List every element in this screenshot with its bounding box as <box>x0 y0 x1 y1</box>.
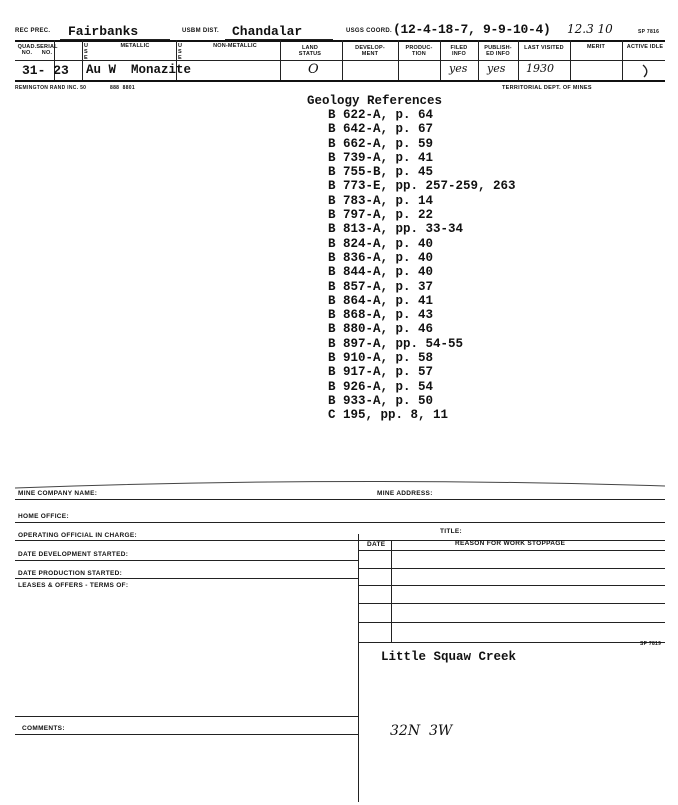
usbm-dist-value: Chandalar <box>232 24 303 39</box>
col-last-visited: LAST VISITED <box>524 45 564 51</box>
rule-home-office <box>15 522 665 523</box>
col-land-status: LAND STATUS <box>298 45 322 57</box>
geology-reference: B 933-A, p. 50 <box>328 393 434 408</box>
col-metallic: METALLIC <box>120 43 150 49</box>
geology-reference: B 836-A, p. 40 <box>328 250 434 265</box>
leases-offers-label: LEASES & OFFERS - TERMS OF: <box>18 582 129 589</box>
mine-address-label: MINE ADDRESS: <box>377 490 433 497</box>
date-development-started-label: DATE DEVELOPMENT STARTED: <box>18 551 129 558</box>
col-use-1: U S E <box>84 43 89 61</box>
printer-codes: 888 8801 <box>110 85 135 91</box>
col-development: DEVELOP-MENT <box>355 45 385 57</box>
form-number: SP 7816 <box>638 29 660 35</box>
geology-reference: B 662-A, p. 59 <box>328 136 434 151</box>
record-filed-info: yes <box>449 62 468 75</box>
geology-reference: B 844-A, p. 40 <box>328 265 434 280</box>
table-top-rule <box>15 40 665 42</box>
printer-credit: REMINGTON RAND INC. 50 <box>15 85 87 91</box>
geology-reference: B 739-A, p. 41 <box>328 150 434 165</box>
geology-title: Geology References <box>307 94 443 108</box>
rule-prod-started <box>15 578 358 579</box>
rule-company <box>15 499 665 500</box>
operating-official-label: OPERATING OFFICIAL IN CHARGE: <box>18 532 137 539</box>
geology-reference: B 910-A, p. 58 <box>328 351 434 366</box>
record-land-status: O <box>308 62 319 77</box>
geology-reference: B 926-A, p. 54 <box>328 379 434 394</box>
col-non-metallic: NON-METALLIC <box>213 43 257 49</box>
record-metallic: Au W Monazite <box>86 63 192 77</box>
rule-official <box>15 540 665 541</box>
mine-company-name-label: MINE COMPANY NAME: <box>18 490 98 497</box>
lower-form-number: SP 7819 <box>640 641 662 647</box>
rule-comments <box>15 734 358 735</box>
col-divider <box>440 40 441 80</box>
usbm-dist-label: USBM DIST. <box>182 28 220 34</box>
col-published-info: PUBLISH-ED INFO <box>484 45 512 57</box>
geology-reference: B 622-A, p. 64 <box>328 108 434 122</box>
home-office-label: HOME OFFICE: <box>18 513 69 520</box>
col-divider <box>478 40 479 80</box>
rule-comments-top <box>15 716 358 717</box>
geology-reference: B 868-A, p. 43 <box>328 308 434 323</box>
col-quad-no: QUAD. NO. <box>17 44 37 56</box>
col-divider <box>570 40 571 80</box>
usgs-coord-value: (12-4-18-7, 9-9-10-4) <box>393 22 551 37</box>
rec-prec-label: REC PREC. <box>15 28 51 34</box>
col-merit: MERIT <box>586 44 606 50</box>
geology-reference: B 642-A, p. 67 <box>328 122 434 137</box>
geology-reference: B 864-A, p. 41 <box>328 293 434 308</box>
col-use-2: U S E <box>178 43 183 61</box>
date-column-label: DATE <box>367 541 386 548</box>
title-label: TITLE: <box>440 528 463 535</box>
rec-prec-value: Fairbanks <box>68 24 139 39</box>
geology-reference: B 773-E, pp. 257-259, 263 <box>328 179 516 194</box>
stoppage-row <box>358 622 665 623</box>
col-serial-no: SERIAL NO. <box>36 44 58 56</box>
record-published-info: yes <box>487 62 506 75</box>
geology-reference: B 797-A, p. 22 <box>328 208 434 223</box>
col-filed-info: FILED INFO <box>450 45 468 57</box>
table-header-rule <box>15 60 665 61</box>
geology-reference: B 755-B, p. 45 <box>328 165 434 180</box>
lower-right-border <box>358 642 359 802</box>
card-fold-line <box>15 474 665 494</box>
geology-reference: B 857-A, p. 37 <box>328 279 434 294</box>
date-production-started-label: DATE PRODUCTION STARTED: <box>18 570 123 577</box>
department-name: TERRITORIAL DEPT. OF MINES <box>502 85 592 91</box>
col-production: PRODUC-TION <box>405 45 433 57</box>
stoppage-row <box>358 603 665 604</box>
col-active-idle: ACTIVE IDLE <box>626 44 664 50</box>
location-name: Little Squaw Creek <box>381 650 517 664</box>
stoppage-row <box>358 585 665 586</box>
col-divider <box>622 40 623 80</box>
geology-reference: B 813-A, pp. 33-34 <box>328 222 464 237</box>
stoppage-row <box>358 550 665 551</box>
geology-reference: B 783-A, p. 14 <box>328 193 434 208</box>
geology-reference: B 824-A, p. 40 <box>328 236 434 251</box>
record-last-visited: 1930 <box>526 62 554 75</box>
col-divider <box>398 40 399 80</box>
merit-check-mark <box>641 63 653 79</box>
corner-value: 12.3 10 <box>567 22 613 36</box>
col-divider <box>342 40 343 80</box>
col-divider <box>518 40 519 80</box>
comments-label: COMMENTS: <box>22 725 65 732</box>
township-range-note: 32N 3W <box>390 723 453 739</box>
usgs-coord-label: USGS COORD. <box>346 28 392 34</box>
geology-reference-list <box>328 108 516 423</box>
stoppage-row <box>358 642 665 643</box>
col-divider <box>280 40 281 80</box>
record-quad-serial: 31- 23 <box>22 63 69 78</box>
rule-dev-started <box>15 560 358 561</box>
stoppage-date-divider <box>391 540 392 642</box>
geology-reference: B 917-A, p. 57 <box>328 365 434 380</box>
table-bottom-rule <box>15 80 665 82</box>
geology-reference: B 897-A, pp. 54-55 <box>328 336 464 351</box>
geology-reference: C 195, pp. 8, 11 <box>328 408 449 423</box>
reason-column-label: REASON FOR WORK STOPPAGE <box>455 540 566 547</box>
geology-reference: B 880-A, p. 46 <box>328 322 434 337</box>
stoppage-row <box>358 568 665 569</box>
col-divider <box>82 40 83 80</box>
